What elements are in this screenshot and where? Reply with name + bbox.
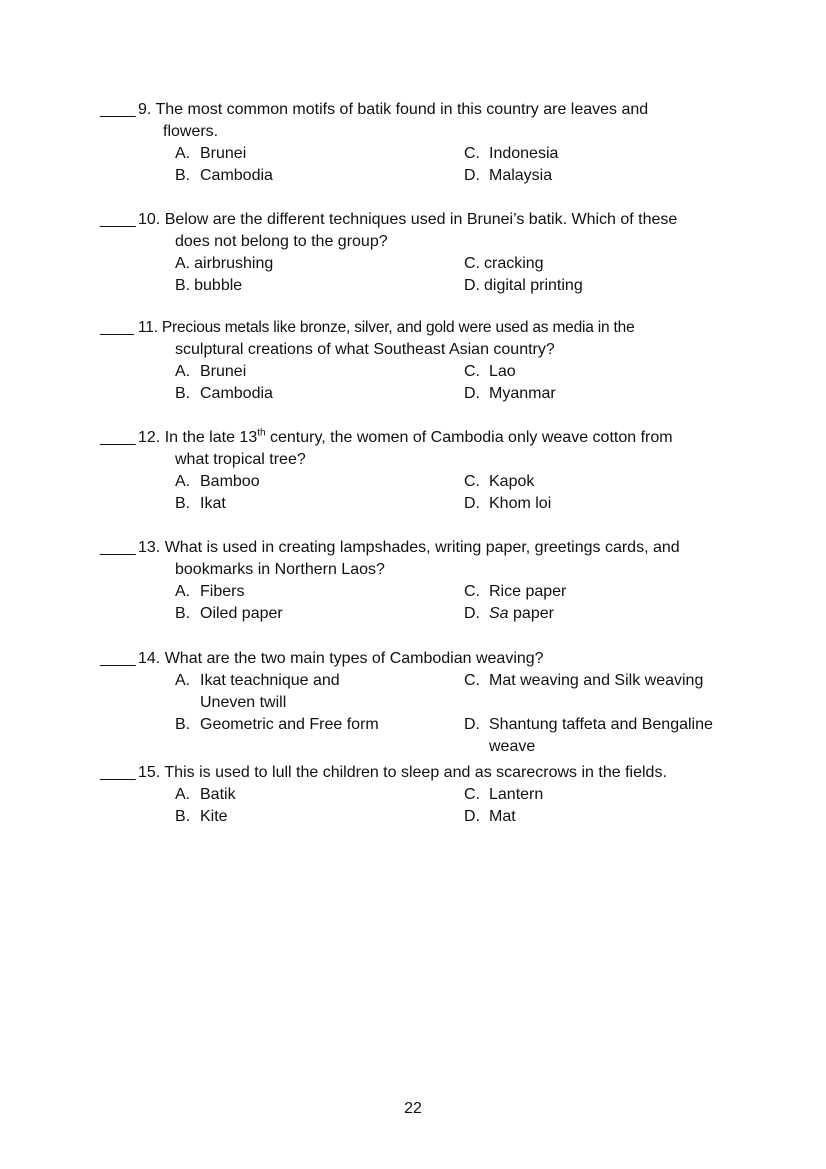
answer-options [175, 253, 740, 297]
option-text: Fibers [200, 583, 245, 600]
option-letter: A. [175, 255, 191, 272]
question-text: Precious metals like bronze, silver, and gold were used as media in the [161, 319, 635, 336]
option-text: Brunei [200, 145, 247, 162]
question-15 [100, 762, 740, 828]
question-number: 9. [138, 101, 152, 118]
option-text: bubble [194, 277, 243, 294]
question-text-continued: sculptural creations of what Southeast Asian country? [175, 341, 555, 358]
option-letter: A. [175, 145, 191, 162]
question-text: In the late 13th century, the women of Cambodia only weave cotton from [164, 427, 673, 446]
question-13 [100, 537, 740, 625]
question-number: 13. [138, 539, 161, 556]
option-d[interactable] [464, 275, 753, 297]
question-9 [100, 99, 740, 187]
option-text: Indonesia [489, 145, 559, 162]
option-letter: D. [464, 167, 480, 184]
option-a[interactable] [175, 361, 464, 383]
option-a[interactable] [175, 784, 464, 806]
option-c[interactable] [464, 143, 753, 165]
option-b[interactable] [175, 165, 464, 187]
question-number: 12. [138, 429, 161, 446]
option-letter: D. [464, 716, 480, 733]
question-text-continued: does not belong to the group? [175, 233, 388, 250]
option-letter: D. [464, 808, 480, 825]
option-letter: B. [175, 277, 191, 294]
question-text: This is used to lull the children to sleep and as scarecrows in the fields. [164, 764, 667, 781]
option-b[interactable] [175, 806, 464, 828]
answer-options [175, 670, 740, 758]
question-number: 11. [138, 319, 158, 336]
option-text: Rice paper [489, 583, 567, 600]
option-text: Ikat teachnique and Uneven twill [200, 672, 340, 711]
option-b[interactable] [175, 603, 464, 625]
question-number: 14. [138, 650, 161, 667]
answer-blank[interactable]: ____ [100, 429, 136, 446]
question-text-continued: flowers. [163, 123, 219, 140]
option-letter: A. [175, 473, 191, 490]
answer-options [175, 361, 740, 405]
option-text: Brunei [200, 363, 247, 380]
answer-options [175, 471, 740, 515]
answer-blank[interactable]: ____ [100, 650, 136, 667]
option-letter: B. [175, 495, 191, 512]
option-a[interactable] [175, 471, 464, 493]
option-b[interactable] [175, 714, 464, 758]
question-text: The most common motifs of batik found in this country are leaves and [155, 101, 649, 118]
option-d[interactable] [464, 493, 753, 515]
question-text: What are the two main types of Cambodian weaving? [164, 650, 544, 667]
option-letter: D. [464, 605, 480, 622]
option-letter: C. [464, 145, 480, 162]
option-letter: A. [175, 786, 191, 803]
option-text: Oiled paper [200, 605, 283, 622]
option-text: Kite [200, 808, 228, 825]
option-letter: D. [464, 277, 480, 294]
question-number: 10. [138, 211, 161, 228]
question-text: What is used in creating lampshades, writing paper, greetings cards, and [164, 539, 680, 556]
option-text: Myanmar [489, 385, 556, 402]
option-d[interactable] [464, 165, 753, 187]
option-text: Mat [489, 808, 516, 825]
option-text: Shantung taffeta and Bengaline weave [489, 716, 713, 755]
option-text: Geometric and Free form [200, 716, 379, 733]
option-text: Cambodia [200, 167, 273, 184]
option-letter: C. [464, 672, 480, 689]
option-text: Ikat [200, 495, 226, 512]
option-c[interactable] [464, 784, 753, 806]
option-d[interactable] [464, 806, 753, 828]
option-text: airbrushing [194, 255, 274, 272]
option-d[interactable]: D. Sa paper [464, 603, 753, 625]
option-a[interactable] [175, 581, 464, 603]
question-text-continued: what tropical tree? [175, 451, 306, 468]
option-letter: A. [175, 583, 191, 600]
option-c[interactable] [464, 253, 753, 275]
answer-options [175, 581, 740, 625]
question-text: Below are the different techniques used in Brunei’s batik. Which of these [164, 211, 678, 228]
option-letter: C. [464, 473, 480, 490]
option-text: Kapok [489, 473, 535, 490]
question-11 [100, 317, 740, 405]
option-letter: D. [464, 385, 480, 402]
option-c[interactable] [464, 361, 753, 383]
answer-blank[interactable]: ____ [100, 101, 136, 118]
answer-blank[interactable]: ____ [100, 211, 136, 228]
answer-blank[interactable]: ____ [100, 539, 136, 556]
question-10 [100, 209, 740, 297]
option-letter: B. [175, 167, 191, 184]
answer-options [175, 784, 740, 828]
option-letter: A. [175, 363, 191, 380]
option-letter: D. [464, 495, 480, 512]
option-text: Batik [200, 786, 236, 803]
option-a[interactable] [175, 143, 464, 165]
question-text-continued: bookmarks in Northern Laos? [175, 561, 385, 578]
option-letter: A. [175, 672, 191, 689]
option-letter: B. [175, 605, 191, 622]
option-b[interactable] [175, 275, 464, 297]
option-letter: B. [175, 385, 191, 402]
answer-options [175, 143, 740, 187]
answer-blank[interactable]: ____ [100, 319, 134, 336]
question-14 [100, 648, 740, 758]
option-text: Khom loi [489, 495, 552, 512]
option-c[interactable] [464, 670, 753, 714]
option-letter: C. [464, 255, 480, 272]
page-number: 22 [404, 1100, 422, 1117]
option-a[interactable] [175, 670, 464, 714]
option-letter: C. [464, 583, 480, 600]
option-letter: C. [464, 786, 480, 803]
option-text: Cambodia [200, 385, 273, 402]
option-b[interactable] [175, 493, 464, 515]
option-b[interactable] [175, 383, 464, 405]
option-c[interactable] [464, 471, 753, 493]
option-d[interactable] [464, 714, 753, 758]
option-a[interactable] [175, 253, 464, 275]
option-letter: B. [175, 716, 191, 733]
option-text: Lao [489, 363, 516, 380]
option-text: digital printing [484, 277, 583, 294]
option-text: Bamboo [200, 473, 260, 490]
option-text: Malaysia [489, 167, 553, 184]
option-text: Mat weaving and Silk weaving [489, 672, 704, 689]
option-letter: C. [464, 363, 480, 380]
option-d[interactable] [464, 383, 753, 405]
question-number: 15. [138, 764, 161, 781]
answer-blank[interactable]: ____ [100, 764, 136, 781]
option-text: cracking [484, 255, 544, 272]
option-c[interactable] [464, 581, 753, 603]
option-letter: B. [175, 808, 191, 825]
question-12 [100, 427, 740, 515]
option-text: Lantern [489, 786, 544, 803]
